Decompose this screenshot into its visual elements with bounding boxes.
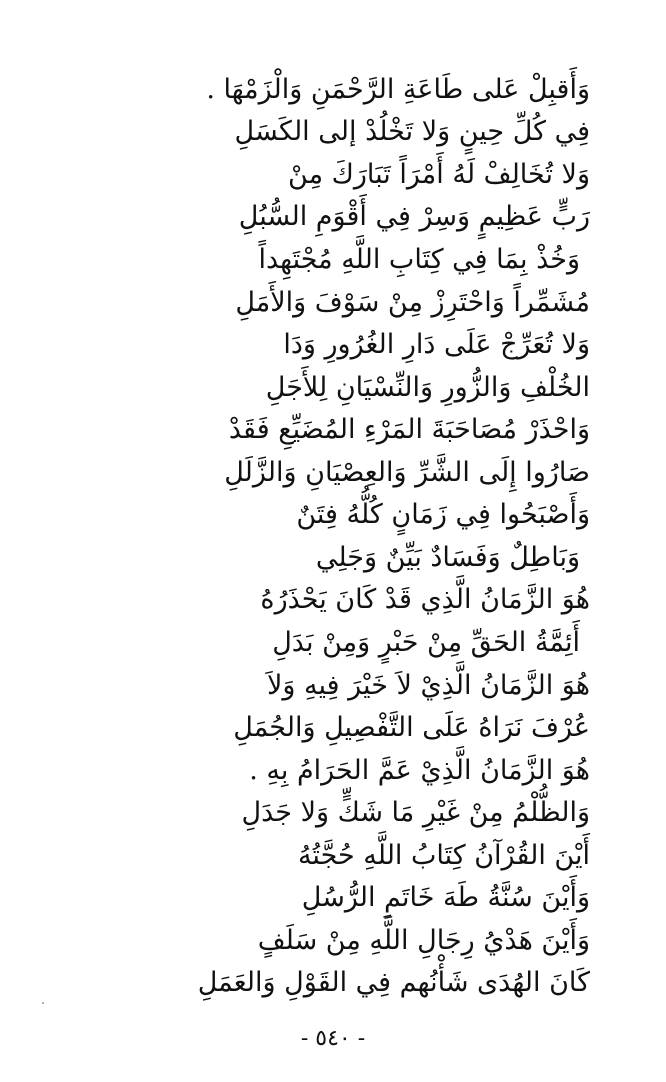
poem-line-9: وَاحْذَرْ مُصَاحَبَةَ المَرْءِ المُضَيِّعِ فَقَدْ bbox=[228, 414, 590, 445]
poem-line-3: وَلا تُخَالِفْ لَهُ أَمْرَاً تَبَارَكَ مِنْ bbox=[288, 159, 590, 190]
poem-line-12: وَبَاطِلٌ وَفَسَادٌ بَيِّنٌ وَجَلِي bbox=[315, 542, 580, 573]
poem-line-11: وَأَصْبَحُوا فِي زَمَانٍ كُلُّهُ فِتَنٌ bbox=[296, 499, 590, 530]
poem-line-22: كَانَ الهُدَى شَأْنُهم فِي القَوْلِ وَالعَمَلِ bbox=[197, 967, 590, 998]
poem-line-16: عُرْفَ نَرَاهُ عَلَى التَّفْصِيلِ وَالجُمَلِ bbox=[233, 712, 590, 743]
poem-line-2: فِي كُلِّ حِينٍ وَلا تَخْلُدْ إلى الكَسَلِ bbox=[234, 116, 590, 147]
poem-line-13: هُوَ الزَّمَانُ الَّذِي قَدْ كَانَ يَحْذَرُهُ bbox=[260, 584, 590, 615]
poem-line-7: وَلا تُعَرِّجْ عَلَى دَارِ الغُرُورِ وَدَا bbox=[283, 329, 590, 360]
poem-line-1: وَأَقبِلْ عَلى طَاعَةِ الرَّحْمَنِ وَالْزَمْهَا . bbox=[206, 74, 590, 105]
poem-line-17: هُوَ الزَّمَانُ الَّذِيْ عَمَّ الحَرَامُ بِهِ . bbox=[249, 755, 590, 786]
poem-line-18: وَالظُّلْمُ مِنْ غَيْرِ مَا شَكٍّ وَلا جَدَلِ bbox=[241, 797, 590, 828]
poem-line-14: أَئِمَّةُ الحَقِّ مِنْ حَبْرٍ وَمِنْ بَدَلِ bbox=[272, 627, 580, 658]
poem-line-6: مُشَمِّراً وَاحْتَرِزْ مِنْ سَوْفَ وَالأَمَلِ bbox=[235, 287, 590, 318]
poem-line-4: رَبٍّ عَظِيمٍ وَسِرْ فِي أَقْوَمِ السُّبُلِ bbox=[238, 201, 590, 232]
poem-line-20: وَأَيْنَ سُنَّةُ طَهَ خَاتَمِ الرُّسُلِ bbox=[301, 882, 590, 913]
poem-line-21: وَأَيْنَ هَدْيُ رِجَالِ اللَّهِ مِنْ سَلَفٍ bbox=[257, 925, 590, 956]
poem-line-8: الخُلْفِ وَالزُّورِ وَالنِّسْيَانِ لِلأَجَلِ bbox=[265, 372, 590, 403]
poem-line-15: هُوَ الزَّمَانُ الَّذِيْ لاَ خَيْرَ فِيهِ وَلاَ bbox=[267, 670, 590, 701]
page-number: - ٥٤٠ - bbox=[300, 1026, 366, 1051]
poem-line-5: وَخُذْ بِمَا فِي كِتَابِ اللَّهِ مُجْتَهِداً bbox=[258, 244, 580, 275]
poem-line-10: صَارُوا إِلَى الشَّرِّ وَالعِصْيَانِ وَالزَّلَلِ bbox=[224, 457, 590, 488]
scan-speck bbox=[42, 1002, 44, 1004]
poem-line-19: أَيْنَ القُرْآنُ كِتَابُ اللَّهِ حُجَّتُهُ bbox=[297, 840, 590, 871]
